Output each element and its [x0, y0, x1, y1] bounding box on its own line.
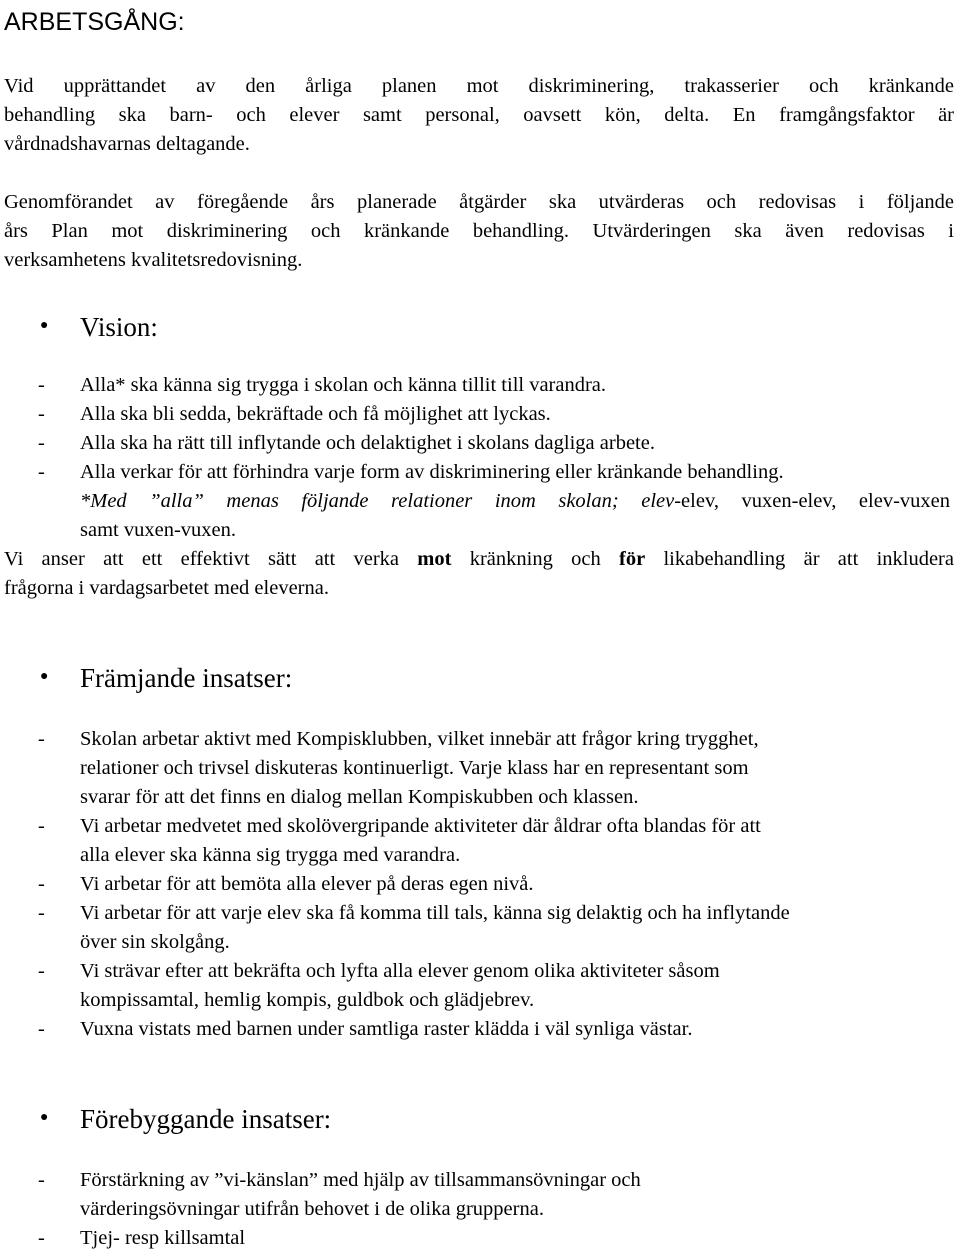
statement-text: kränkning och: [451, 548, 620, 570]
vision-item-4: Alla verkar för att förhindra varje form av diskriminering eller kränkande behandling.: [80, 461, 784, 483]
promoting-item-line: Vi arbetar medvetet med skolövergripande aktiviteter där åldrar ofta blandas för att: [80, 815, 761, 837]
preventive-item-dash: -: [38, 1169, 45, 1191]
promoting-bullet-icon: ●: [40, 669, 49, 684]
promoting-item-dash: -: [38, 873, 45, 895]
vision-bullet-icon: ●: [40, 318, 49, 333]
vision-dash: -: [38, 432, 45, 454]
vision-heading: Vision:: [80, 312, 158, 342]
promoting-item-line: Skolan arbetar aktivt med Kompisklubben, vilket innebär att frågor kring trygghet,: [80, 728, 759, 750]
promoting-item-dash: -: [38, 728, 45, 750]
vision-statement-line-2: frågorna i vardagsarbetet med eleverna.: [4, 577, 329, 599]
vision-note-line-1: [80, 487, 950, 516]
vision-dash: -: [38, 403, 45, 425]
page-title: ARBETSGÅNG:: [4, 8, 185, 36]
promoting-item-dash: -: [38, 960, 45, 982]
promoting-item-line: Vuxna vistats med barnen under samtliga raster klädda i väl synliga västar.: [80, 1018, 693, 1040]
preventive-item-line: Förstärkning av ”vi-känslan” med hjälp av tillsammansövningar och: [80, 1169, 641, 1191]
vision-dash: -: [38, 461, 45, 483]
intro-line-3: vårdnadshavarnas deltagande.: [4, 133, 250, 155]
intro-line-1: Vid upprättandet av den årliga planen mot diskriminering, trakasserier och kränkande: [4, 75, 954, 97]
vision-note-line-2: samt vuxen-vuxen.: [80, 519, 236, 541]
promoting-item-dash: -: [38, 815, 45, 837]
evaluation-line-2: års Plan mot diskriminering och kränkande behandling. Utvärderingen ska även redovisas i: [4, 220, 954, 242]
vision-item-3: Alla ska ha rätt till inflytande och delaktighet i skolans dagliga arbete.: [80, 432, 655, 454]
promoting-item-dash: -: [38, 1018, 45, 1040]
vision-statement-line-1: [4, 545, 954, 574]
promoting-item-line: Vi arbetar för att bemöta alla elever på deras egen nivå.: [80, 873, 534, 895]
promoting-item-line: Vi arbetar för att varje elev ska få komma till tals, känna sig delaktig och ha inflytande: [80, 902, 790, 924]
statement-bold-for: för: [619, 548, 646, 570]
statement-text: likabehandling är att inkludera: [645, 548, 954, 570]
preventive-bullet-icon: ●: [40, 1110, 49, 1125]
statement-text: Vi anser att ett effektivt sätt att verka: [4, 548, 418, 570]
preventive-item-line: värderingsövningar utifrån behovet i de olika grupperna.: [80, 1198, 544, 1220]
promoting-item-line: kompissamtal, hemlig kompis, guldbok och glädjebrev.: [80, 989, 535, 1011]
vision-note-italic: *Med ”alla” menas följande relationer inom skolan; elev: [80, 490, 675, 512]
promoting-item-line: alla elever ska känna sig trygga med varandra.: [80, 844, 461, 866]
evaluation-line-3: verksamhetens kvalitetsredovisning.: [4, 249, 303, 271]
promoting-item-line: över sin skolgång.: [80, 931, 230, 953]
evaluation-line-1: Genomförandet av föregående års planerade åtgärder ska utvärderas och redovisas i följande: [4, 191, 954, 213]
promoting-item-line: Vi strävar efter att bekräfta och lyfta alla elever genom olika aktiviteter såsom: [80, 960, 720, 982]
vision-item-1: Alla* ska känna sig trygga i skolan och känna tillit till varandra.: [80, 374, 607, 396]
promoting-item-line: relationer och trivsel diskuteras kontinuerligt. Varje klass har en representant som: [80, 757, 749, 779]
vision-item-2: Alla ska bli sedda, bekräftade och få möjlighet att lyckas.: [80, 403, 551, 425]
promoting-heading: Främjande insatser:: [80, 663, 293, 693]
promoting-item-dash: -: [38, 902, 45, 924]
vision-dash: -: [38, 374, 45, 396]
preventive-heading: Förebyggande insatser:: [80, 1104, 332, 1134]
preventive-item-dash: -: [38, 1227, 45, 1249]
statement-bold-mot: mot: [417, 548, 452, 570]
preventive-item-line: Tjej- resp killsamtal: [80, 1227, 246, 1249]
vision-note-plain: -elev, vuxen-elev, elev-vuxen: [674, 490, 950, 512]
intro-line-2: behandling ska barn- och elever samt personal, oavsett kön, delta. En framgångsfaktor är: [4, 104, 954, 126]
promoting-item-line: svarar för att det finns en dialog mellan Kompiskubben och klassen.: [80, 786, 639, 808]
